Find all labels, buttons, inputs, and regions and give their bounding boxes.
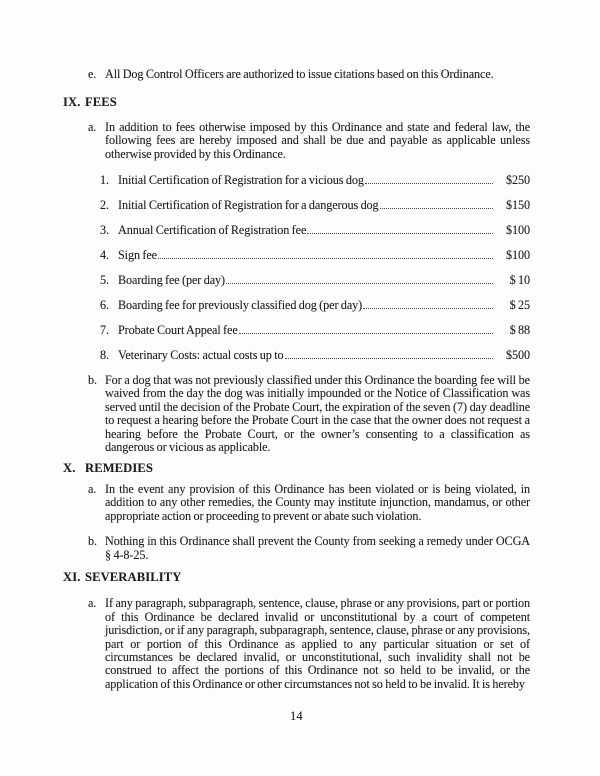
item-marker: b. bbox=[88, 373, 97, 388]
item-text: If any paragraph, subparagraph, sentence, clause, phrase or any provisions, part or portion of this Ordinance be declared invalid or unconstitutional by a court of competent jurisdiction, or if any paragraph, subparagraph, sentence, clause, phrase or any provisions, part or portion of this Ordinance as applied to any particular situation or set of circumstances be declared invalid, or unconstitutional, such invalidity shall not be construed to affect the portions of this Ordinance not so held to be invalid, or the application of this Ordinance or other circumstances not so held to be invalid. It is hereby bbox=[105, 596, 530, 691]
fees-paragraph-b bbox=[63, 374, 530, 454]
section-number: X. bbox=[63, 461, 76, 476]
section-title: SEVERABILITY bbox=[85, 569, 182, 584]
item-text: Nothing in this Ordinance shall prevent the County from seeking a remedy under OCGA § 4-8-25. bbox=[105, 534, 530, 562]
remedies-paragraph-a bbox=[63, 483, 530, 523]
fee-label: Sign fee bbox=[118, 248, 157, 263]
dotted-leader bbox=[365, 182, 493, 184]
fee-number: 6. bbox=[100, 298, 109, 313]
fee-number: 3. bbox=[100, 223, 109, 238]
fee-amount: $ 25 bbox=[509, 298, 530, 313]
fee-label: Veterinary Costs: actual costs up to bbox=[118, 348, 284, 363]
fee-row bbox=[100, 349, 530, 362]
dotted-leader bbox=[226, 282, 493, 284]
severability-paragraph-a bbox=[63, 597, 530, 691]
dotted-leader bbox=[239, 332, 493, 334]
section-title: REMEDIES bbox=[85, 461, 153, 476]
fee-number: 4. bbox=[100, 248, 109, 263]
fee-label: Annual Certification of Registration fee bbox=[118, 223, 307, 238]
fee-amount: $100 bbox=[506, 223, 530, 238]
item-marker: b. bbox=[88, 534, 97, 549]
dotted-leader bbox=[285, 357, 493, 359]
item-text: All Dog Control Officers are authorized to issue citations based on this Ordinance. bbox=[105, 67, 494, 81]
fees-paragraph-a bbox=[63, 121, 530, 161]
fee-row bbox=[100, 199, 530, 212]
section-heading-severability bbox=[63, 571, 530, 584]
fee-label: Boarding fee for previously classified dog (per day) bbox=[118, 298, 363, 313]
fee-row bbox=[100, 274, 530, 287]
fee-amount: $500 bbox=[506, 348, 530, 363]
fee-number: 1. bbox=[100, 173, 109, 188]
section-number: IX. bbox=[63, 95, 81, 110]
fee-label: Probate Court Appeal fee bbox=[118, 323, 238, 338]
fee-label: Boarding fee (per day) bbox=[118, 273, 225, 288]
item-text: In the event any provision of this Ordinance has been violated or is being violated, in addition to any other remedies, the County may institute injunction, mandamus, or other appropriate action or proceeding to prevent or abate such violation. bbox=[105, 481, 530, 523]
item-marker: a. bbox=[88, 596, 97, 611]
item-text: In addition to fees otherwise imposed by this Ordinance and state and federal law, the following fees are hereby imposed and shall be due and payable as applicable unless otherwise provided by this Ordinance. bbox=[105, 119, 530, 161]
dotted-leader bbox=[158, 257, 493, 259]
fee-label: Initial Certification of Registration for a dangerous dog bbox=[118, 198, 379, 213]
fee-number: 5. bbox=[100, 273, 109, 288]
page-number: 14 bbox=[290, 709, 303, 724]
fee-label: Initial Certification of Registration for a vicious dog bbox=[118, 173, 364, 188]
fee-amount: $250 bbox=[506, 173, 530, 188]
fee-row bbox=[100, 299, 530, 312]
section-number: XI. bbox=[63, 569, 81, 584]
item-marker: a. bbox=[88, 481, 97, 496]
list-item-e bbox=[63, 68, 530, 81]
section-heading-fees bbox=[63, 96, 530, 109]
fee-number: 2. bbox=[100, 198, 109, 213]
fee-amount: $150 bbox=[506, 198, 530, 213]
item-marker: e. bbox=[88, 67, 97, 81]
fee-number: 7. bbox=[100, 323, 109, 338]
dotted-leader bbox=[380, 207, 493, 209]
dotted-leader bbox=[307, 232, 493, 234]
fee-number: 8. bbox=[100, 348, 109, 363]
fee-amount: $ 10 bbox=[509, 273, 530, 288]
fee-schedule bbox=[100, 174, 530, 362]
dotted-leader bbox=[363, 307, 493, 309]
remedies-paragraph-b bbox=[63, 535, 530, 562]
fee-amount: $ 88 bbox=[509, 323, 530, 338]
item-text: For a dog that was not previously classified under this Ordinance the boarding fee will be waived from the day the dog was initially impounded or the Notice of Classification was served until the decision of the Probate Court, the expiration of the seven (7) day deadline to request a hearing before the Probate Court in the case that the owner does not request a hearing before the Probate Court, or the owner’s consenting to a classification as dangerous or vicious as applicable. bbox=[105, 373, 530, 455]
fee-row bbox=[100, 324, 530, 337]
section-title: FEES bbox=[85, 95, 117, 110]
item-marker: a. bbox=[88, 119, 97, 134]
fee-row bbox=[100, 249, 530, 262]
fee-amount: $100 bbox=[506, 248, 530, 263]
fee-row bbox=[100, 224, 530, 237]
section-heading-remedies bbox=[63, 462, 530, 475]
fee-row bbox=[100, 174, 530, 187]
